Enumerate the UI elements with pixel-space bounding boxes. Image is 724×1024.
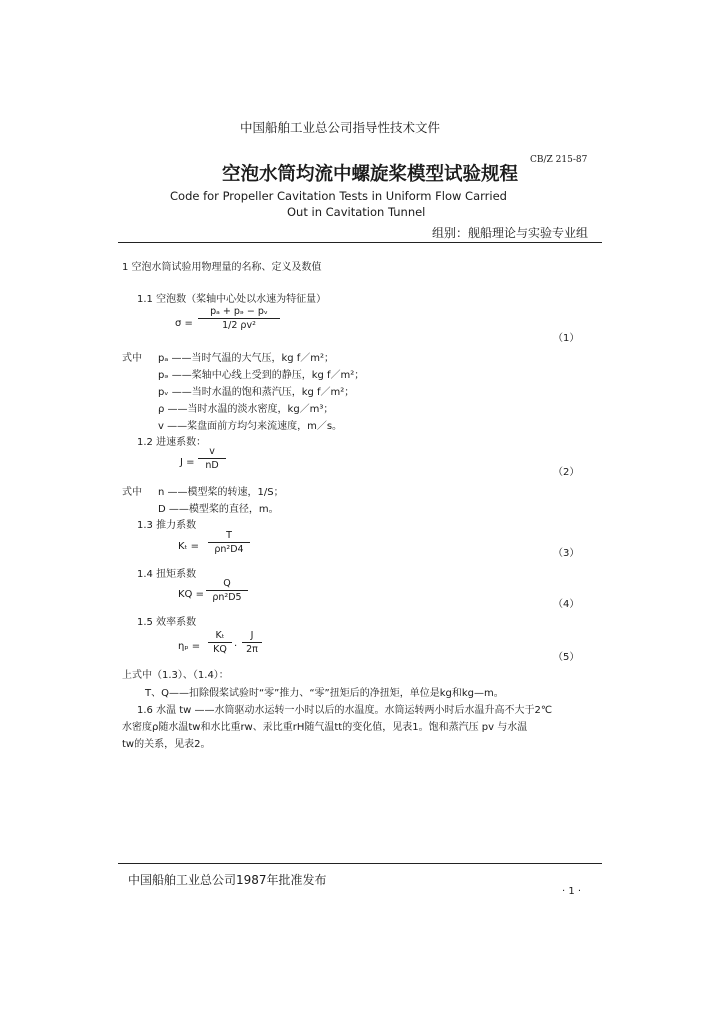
eq5-fraction-2 — [242, 630, 262, 655]
eq1-numerator: pₐ + pₔ − pᵥ — [198, 306, 280, 319]
eq3-number: （3） — [553, 548, 580, 559]
eq3-lhs: Kₜ = — [178, 541, 200, 552]
eq5-numerator-1: Kₜ — [208, 630, 232, 643]
issuing-org-line: 中国船舶工业总公司指导性技术文件 — [240, 120, 441, 135]
eq2-def-d: D ——模型桨的直径，m。 — [158, 504, 279, 515]
footer-rule — [118, 863, 602, 864]
section-1-6-continuation: 水密度ρ随水温tw和水比重rw、汞比重rH随气温tt的变化值，见表1。饱和蒸汽压 pv 与水温 — [122, 722, 528, 733]
eq4-fraction — [206, 578, 248, 603]
eq5-lhs: ηₚ = — [178, 641, 201, 652]
eq4-lhs: KQ = — [178, 589, 204, 600]
eq2-denominator: nD — [205, 460, 219, 471]
eq1-def-rho: ρ ——当时水温的淡水密度，kg／m³； — [158, 404, 334, 415]
document-title-cn: 空泡水筒均流中螺旋桨模型试验规程 — [222, 164, 519, 185]
eq3-numerator: T — [208, 530, 250, 543]
section-1-5-label: 1.5 效率系数 — [137, 617, 197, 628]
section-1-2-label: 1.2 进速系数： — [137, 437, 207, 448]
eq5-multiply-dot: · — [234, 641, 238, 652]
header-rule — [118, 242, 602, 243]
eq5-numerator-2: J — [242, 630, 262, 643]
eq3-fraction — [208, 530, 250, 555]
eq1-lhs: σ = — [175, 318, 193, 329]
working-group: 组别：舰船理论与实验专业组 — [432, 226, 589, 240]
eq2-lhs: J = — [180, 457, 195, 468]
document-title-en-line2: Out in Cavitation Tunnel — [287, 205, 426, 219]
section-1-6-end: tw的关系，见表2。 — [122, 739, 211, 750]
eq1-where-label: 式中 — [122, 353, 142, 364]
eq2-number: （2） — [553, 467, 580, 478]
section-1-1-label: 1.1 空泡数（桨轴中心处以水速为特征量） — [137, 294, 327, 305]
eq4-denominator: ρn²D5 — [212, 592, 242, 603]
eq2-numerator: v — [198, 446, 226, 459]
section-1-6-text: 1.6 水温 tw ——水筒驱动水运转一小时以后的水温度。水筒运转两小时后水温升高不大于2℃ — [137, 705, 553, 716]
standard-code: CB/Z 215-87 — [530, 155, 588, 165]
eq5-denominator-2: 2π — [246, 644, 258, 655]
publisher-line: 中国船舶工业总公司1987年批准发布 — [128, 873, 327, 887]
document-title-en-line1: Code for Propeller Cavitation Tests in Uniform Flow Carried — [170, 189, 507, 203]
eq2-where-label: 式中 — [122, 487, 142, 498]
eq1-def-pv: pᵥ ——当时水温的饱和蒸汽压，kg f／m²； — [158, 387, 355, 398]
eq5-fraction-1 — [208, 630, 232, 655]
eq3-denominator: ρn²D4 — [214, 544, 244, 555]
page-number: · 1 · — [562, 886, 582, 897]
eq1-number: （1） — [553, 333, 580, 344]
notes-tq-definition: T、Q——扣除假桨试验时“零”推力、“零”扭矩后的净扭矩，单位是kg和kg—m。 — [145, 688, 504, 699]
eq1-def-v: v ——桨盘面前方均匀来流速度，m／s。 — [158, 421, 343, 432]
eq1-denominator: 1/2 ρv² — [222, 320, 256, 331]
section-1-4-label: 1.4 扭矩系数 — [137, 569, 197, 580]
section-1-heading: 1 空泡水筒试验用物理量的名称、定义及数值 — [122, 262, 322, 273]
eq1-def-pd: pₔ ——桨轴中心线上受到的静压，kg f／m²； — [158, 370, 365, 381]
eq2-fraction — [198, 446, 226, 471]
eq1-def-pa: pₐ ——当时气温的大气压，kg f／m²； — [158, 353, 335, 364]
eq4-numerator: Q — [206, 578, 248, 591]
eq5-denominator-1: KQ — [213, 644, 227, 655]
eq4-number: （4） — [553, 599, 580, 610]
notes-intro: 上式中（1.3）、（1.4）： — [122, 670, 229, 681]
eq5-number: （5） — [553, 652, 580, 663]
eq2-def-n: n ——模型桨的转速，1/S； — [158, 487, 284, 498]
eq1-fraction — [198, 306, 280, 331]
section-1-3-label: 1.3 推力系数 — [137, 520, 197, 531]
